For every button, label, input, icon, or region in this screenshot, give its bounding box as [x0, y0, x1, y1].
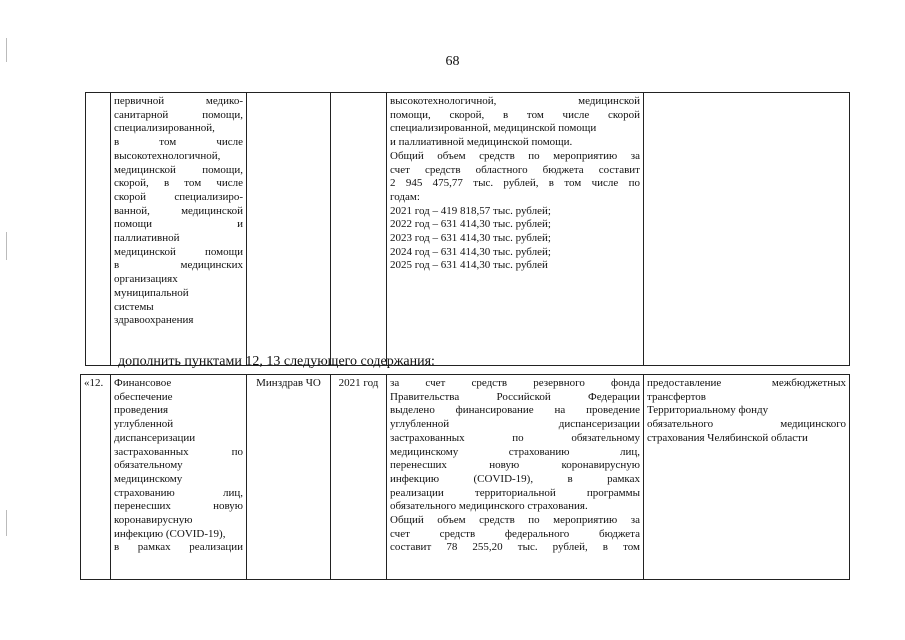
text-line: инфекцию (COVID-19), в рамках	[390, 472, 640, 485]
executor-cell	[247, 93, 331, 366]
text-line: предоставление межбюджетных	[647, 377, 846, 389]
text-line: 2023 год – 631 414,30 тыс. рублей;	[390, 232, 551, 245]
text-line: обязательного медицинского страхования.	[390, 500, 588, 513]
text-line: и паллиативной медицинской помощи.	[390, 136, 573, 149]
text-line: медицинской помощи	[114, 245, 243, 258]
text-line: высокотехнологичной,	[114, 149, 221, 162]
text-line: муниципальной	[114, 286, 189, 299]
text-line: 2 945 475,77 тыс. рублей, в том числе по	[390, 177, 640, 190]
result-cell	[644, 93, 850, 366]
text-line: 2022 год – 631 414,30 тыс. рублей;	[390, 218, 551, 231]
executor-cell	[247, 375, 331, 580]
text-line: счет средств областного бюджета составит	[390, 163, 640, 176]
text-line: перенесших новую коронавирусную	[390, 459, 640, 472]
text-line: 2025 год – 631 414,30 тыс. рублей	[390, 259, 548, 272]
page-number: 68	[445, 54, 460, 69]
text-line: проведения	[114, 404, 169, 417]
text-line: углубленной	[114, 418, 174, 431]
year-cell	[331, 93, 387, 366]
scan-margin-mark	[6, 510, 7, 536]
text-line: инфекцию (COVID-19),	[114, 527, 226, 540]
text-line: Общий объем средств по мероприятию за	[390, 149, 640, 162]
text-line: выделено финансирование на проведение	[390, 404, 640, 417]
text-line: за счет средств резервного фонда	[390, 377, 640, 389]
text-line: обеспечение	[114, 390, 173, 403]
text-line: помощи и	[114, 218, 243, 231]
text-line: медицинскому страхованию лиц,	[390, 445, 640, 458]
text-line: углубленной диспансеризации	[390, 418, 640, 431]
text-line: обязательному	[114, 459, 183, 472]
scan-margin-mark	[6, 232, 7, 260]
text-line: Территориальному фонду	[647, 404, 769, 417]
text-line: диспансеризации	[114, 431, 196, 444]
text-line: медицинской помощи,	[114, 163, 243, 176]
text-line: помощи, скорой, в том числе скорой	[390, 108, 640, 121]
year-cell	[331, 375, 387, 580]
bottom-table	[80, 374, 850, 580]
text-line: специализированной, медицинской помощи	[390, 122, 597, 135]
text-line: в медицинских	[114, 259, 243, 272]
text-line: Финансовое	[114, 377, 172, 389]
text-line: Общий объем средств по мероприятию за	[390, 514, 640, 527]
event-cell	[111, 93, 247, 366]
text-line: скорой, в том числе	[114, 177, 243, 190]
text-line: составит 78 255,20 тыс. рублей, в том	[390, 541, 640, 554]
executor-text: Минздрав ЧО	[256, 377, 321, 389]
text-line: в рамках реализации	[114, 541, 243, 554]
text-line: застрахованных по обязательному	[390, 431, 640, 444]
text-line: перенесших новую	[114, 500, 243, 513]
item-number: «12.	[84, 377, 104, 389]
text-line: в том числе	[114, 136, 243, 149]
result-cell	[644, 375, 850, 580]
addendum-text: дополнить пунктами 12, 13 следующего содержания:	[118, 354, 435, 369]
text-line: высокотехнологичной, медицинской	[390, 95, 640, 107]
text-line: медицинскому	[114, 472, 183, 485]
text-line: специализированной,	[114, 122, 215, 135]
text-line: застрахованных по	[114, 445, 243, 458]
year-text: 2021 год	[338, 377, 379, 389]
text-line: Правительства Российской Федерации	[390, 390, 640, 403]
table-row	[86, 93, 850, 366]
text-line: обязательного медицинского	[647, 418, 846, 431]
text-line: 2021 год – 419 818,57 тыс. рублей;	[390, 204, 551, 217]
text-line: реализации территориальной программы	[390, 486, 640, 499]
number-cell	[86, 93, 111, 366]
text-line: ванной, медицинской	[114, 204, 243, 217]
text-line: организациях	[114, 273, 178, 286]
text-line: 2024 год – 631 414,30 тыс. рублей;	[390, 245, 551, 258]
description-cell	[387, 375, 644, 580]
text-line: первичной медико-	[114, 95, 243, 107]
text-line: паллиативной	[114, 232, 180, 245]
top-table	[85, 92, 850, 366]
number-cell	[81, 375, 111, 580]
text-line: здравоохранения	[114, 314, 194, 327]
text-line: скорой специализиро-	[114, 190, 243, 203]
text-line: системы	[114, 300, 154, 313]
text-line: годам:	[390, 190, 420, 203]
event-cell	[111, 375, 247, 580]
text-line: страхованию лиц,	[114, 486, 243, 499]
description-cell	[387, 93, 644, 366]
text-line: счет средств федерального бюджета	[390, 527, 640, 540]
table-row	[81, 375, 850, 580]
text-line: страхования Челябинской области	[647, 431, 808, 444]
text-line: санитарной помощи,	[114, 108, 243, 121]
text-line: коронавирусную	[114, 514, 193, 527]
text-line: трансфертов	[647, 390, 706, 403]
